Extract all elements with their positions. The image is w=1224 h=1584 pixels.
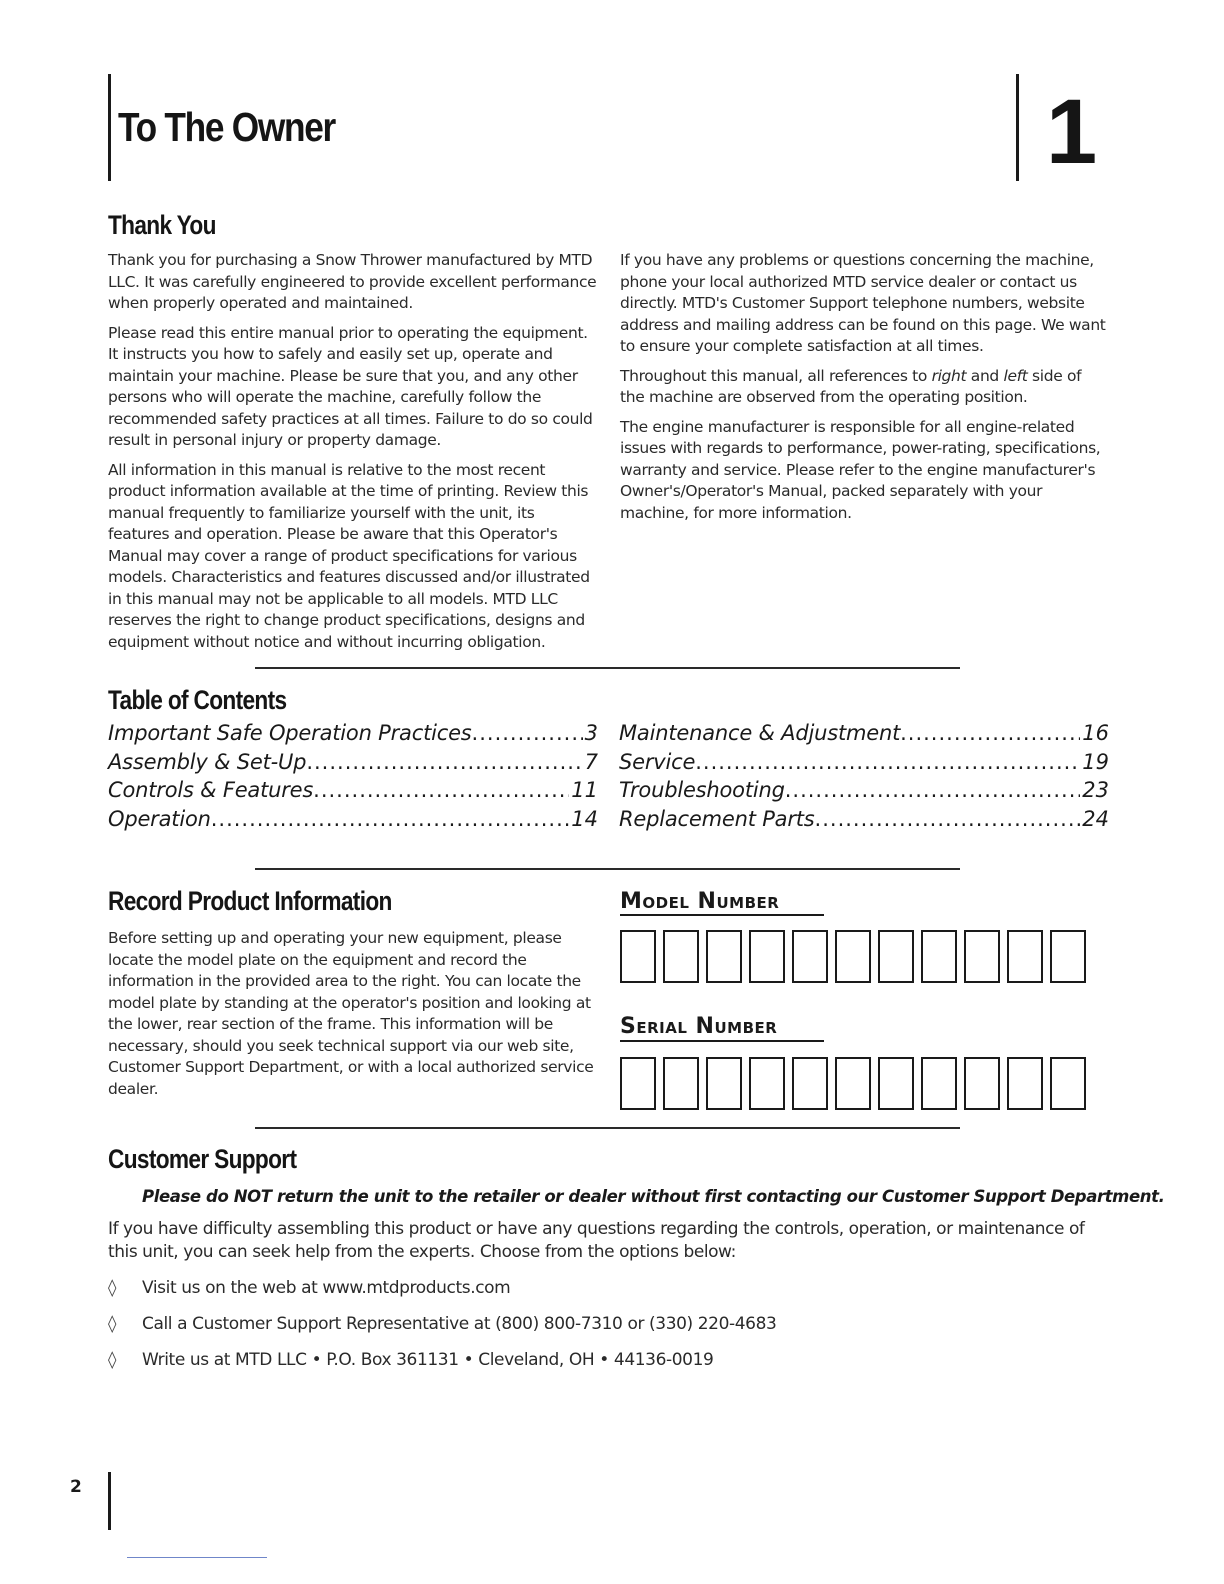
serial-number-digit-box[interactable] [835, 1057, 871, 1110]
orientation-left-word: left [1003, 366, 1028, 385]
toc-entry-label: Replacement Parts [619, 806, 815, 831]
footer-link-underline [127, 1557, 267, 1558]
toc-entry-label: Operation [108, 806, 211, 831]
model-number-digit-box[interactable] [835, 930, 871, 983]
toc-leader [306, 748, 582, 777]
toc-right-column [619, 719, 1109, 833]
toc-entry[interactable] [108, 748, 598, 777]
chapter-title: To The Owner [118, 104, 335, 150]
orientation-right-word: right [931, 366, 967, 385]
model-number-digit-box[interactable] [921, 930, 957, 983]
model-number-digit-box[interactable] [964, 930, 1000, 983]
model-number-digit-box[interactable] [749, 930, 785, 983]
footer-rule [108, 1472, 111, 1530]
toc-entry[interactable] [108, 719, 598, 748]
toc-entry-page: 16 [1082, 721, 1109, 745]
model-number-digit-box[interactable] [792, 930, 828, 983]
orientation-text: and [966, 366, 1004, 385]
serial-number-underline [620, 1040, 824, 1042]
toc-entry-page: 11 [571, 778, 598, 802]
thank-you-left-column [108, 250, 598, 661]
toc-entry[interactable] [108, 805, 598, 834]
support-contact-paragraph: If you have any problems or questions concerning the machine, phone your local authorized MTD service dealer or contact us directly. MTD's Customer Support telephone numbers, website address and mailing address can be found on this page. We want to ensure your complete satisfaction at all times. [620, 251, 1106, 355]
toc-leader [695, 748, 1080, 777]
serial-number-digit-box[interactable] [749, 1057, 785, 1110]
thank-you-right-column [620, 250, 1110, 532]
support-option-text: Call a Customer Support Representative at (800) 800-7310 or (330) 220-4683 [142, 1314, 777, 1334]
serial-number-label: Serial Number [620, 1014, 778, 1039]
support-option-text: Visit us on the web at www.mtdproducts.com [142, 1278, 511, 1298]
toc-entry-label: Service [619, 749, 696, 774]
toc-entry[interactable] [619, 805, 1109, 834]
serial-number-digit-box[interactable] [964, 1057, 1000, 1110]
header-right-rule [1016, 74, 1019, 181]
model-number-digit-box[interactable] [1007, 930, 1043, 983]
model-number-boxes[interactable] [620, 930, 1086, 983]
model-number-label: Model Number [620, 889, 780, 914]
toc-entry[interactable] [108, 776, 598, 805]
section-divider [255, 1127, 960, 1129]
section-divider [255, 868, 960, 870]
orientation-text: side of the machine are observed from the operating position. [620, 366, 1082, 406]
section-divider [255, 667, 960, 669]
toc-leader [815, 805, 1081, 834]
toc-entry-page: 7 [584, 749, 598, 774]
page-number: 2 [70, 1477, 82, 1497]
diamond-bullet-icon: ◊ [108, 1350, 117, 1370]
serial-number-digit-box[interactable] [1007, 1057, 1043, 1110]
support-option-web [108, 1278, 510, 1298]
serial-number-digit-box[interactable] [1050, 1057, 1086, 1110]
serial-number-digit-box[interactable] [878, 1057, 914, 1110]
toc-entry-page: 23 [1082, 778, 1109, 802]
toc-leader [472, 719, 583, 748]
serial-number-digit-box[interactable] [706, 1057, 742, 1110]
model-number-digit-box[interactable] [663, 930, 699, 983]
serial-number-digit-box[interactable] [663, 1057, 699, 1110]
support-option-text: Write us at MTD LLC • P.O. Box 361131 • Cleveland, OH • 44136-0019 [142, 1350, 714, 1370]
thank-you-heading: Thank You [108, 210, 216, 240]
header-left-rule [108, 74, 111, 181]
toc-entry-page: 19 [1082, 749, 1109, 774]
model-number-digit-box[interactable] [1050, 930, 1086, 983]
serial-number-digit-box[interactable] [620, 1057, 656, 1110]
toc-leader [785, 776, 1081, 805]
toc-leader [211, 805, 570, 834]
support-notice: Please do NOT return the unit to the retailer or dealer without first contacting our Customer Support Department. [142, 1187, 1165, 1206]
toc-leader [900, 719, 1080, 748]
model-number-digit-box[interactable] [706, 930, 742, 983]
orientation-text: Throughout this manual, all references to [620, 366, 932, 385]
thank-you-paragraph: Thank you for purchasing a Snow Thrower manufactured by MTD LLC. It was carefully engineered to provide excellent performance when properly operated and maintained. [108, 251, 597, 312]
record-body [108, 928, 598, 1108]
record-heading: Record Product Information [108, 886, 392, 916]
toc-entry-label: Troubleshooting [619, 778, 785, 802]
toc-entry-page: 24 [1082, 806, 1109, 831]
toc-entry-label: Assembly & Set-Up [108, 749, 307, 774]
chapter-number: 1 [1046, 81, 1098, 183]
toc-entry[interactable] [619, 719, 1109, 748]
thank-you-paragraph: Please read this entire manual prior to operating the equipment. It instructs you how to safely and easily set up, operate and maintain your machine. Please be sure that you, and any other persons who will operate the machine, carefully follow the recommended safety practices at all times. Failure to do so could result in personal injury or property damage. [108, 323, 593, 449]
thank-you-paragraph: All information in this manual is relative to the most recent product information available at the time of printing. Review this manual frequently to familiarize yourself with the unit, its features and operation. Please be aware that this Operator's Manual may cover a range of product specifications for various models. Characteristics and features discussed and/or illustrated in this manual may not be applicable to all models. MTD LLC reserves the right to change product specifications, designs and equipment without notice and without incurring obligation. [108, 460, 590, 651]
toc-entry-page: 14 [571, 806, 598, 831]
serial-number-digit-box[interactable] [792, 1057, 828, 1110]
record-paragraph: Before setting up and operating your new equipment, please locate the model plate on the equipment and record the information in the provided area to the right. You can locate the model plate by standing at the operator's position and looking at the lower, rear section of the frame. This information will be necessary, should you seek technical support via our web site, Customer Support Department, or with a local authorized service dealer. [108, 929, 594, 1098]
serial-number-digit-box[interactable] [921, 1057, 957, 1110]
support-intro: If you have difficulty assembling this product or have any questions regarding the controls, operation, or maintenance of this unit, you can seek help from the experts. Choose from the options below: [108, 1219, 1085, 1262]
serial-number-boxes[interactable] [620, 1057, 1086, 1110]
toc-left-column [108, 719, 598, 833]
support-heading: Customer Support [108, 1144, 297, 1174]
model-number-underline [620, 914, 824, 916]
engine-paragraph: The engine manufacturer is responsible for all engine-related issues with regards to performance, power-rating, specifications, warranty and service. Please refer to the engine manufacturer's Owner's/Operator's Manual, packed separately with your machine, for more information. [620, 417, 1101, 522]
toc-entry-label: Important Safe Operation Practices [108, 721, 472, 745]
toc-leader [313, 776, 569, 805]
toc-heading: Table of Contents [108, 685, 287, 715]
toc-entry[interactable] [619, 776, 1109, 805]
toc-entry-label: Maintenance & Adjustment [619, 721, 901, 745]
support-option-mail [108, 1350, 713, 1370]
orientation-paragraph [620, 366, 1110, 409]
toc-entry-label: Controls & Features [108, 778, 314, 802]
model-number-digit-box[interactable] [620, 930, 656, 983]
diamond-bullet-icon: ◊ [108, 1278, 117, 1298]
support-option-phone [108, 1314, 776, 1334]
toc-entry[interactable] [619, 748, 1109, 777]
model-number-digit-box[interactable] [878, 930, 914, 983]
diamond-bullet-icon: ◊ [108, 1314, 117, 1334]
toc-entry-page: 3 [584, 721, 598, 745]
